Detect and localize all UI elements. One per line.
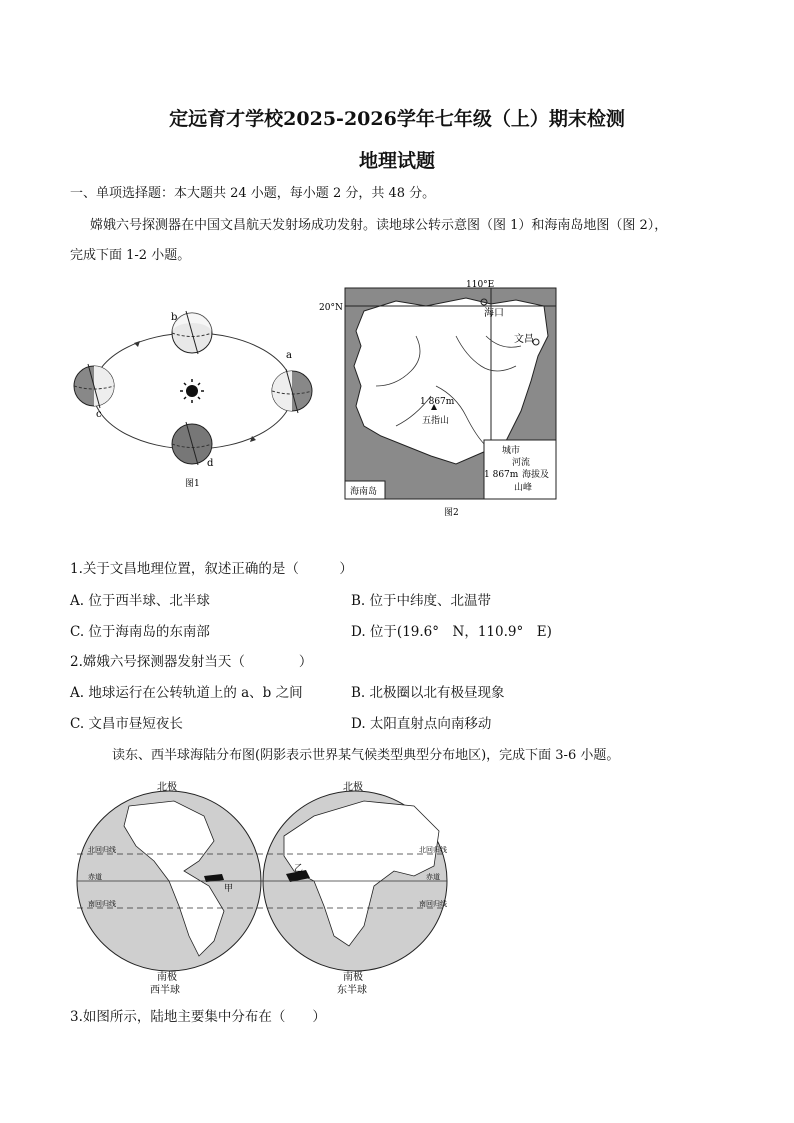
label-b: b [171, 312, 178, 323]
legend-city: 城市 [502, 446, 521, 456]
east-tropic-s: 南回归线 [419, 900, 447, 908]
q1-option-c[interactable]: C. 位于海南岛的东南部 [70, 624, 210, 640]
q2-stem: 2.嫦娥六号探测器发射当天（ ） [70, 654, 313, 670]
east-equator: 赤道 [426, 873, 440, 881]
west-north-pole: 北极 [157, 782, 177, 793]
label-c: c [96, 409, 102, 420]
section-heading: 一、单项选择题：本大题共 24 小题，每小题 2 分，共 48 分。 [70, 186, 436, 201]
figure-3-hemispheres [74, 776, 454, 996]
q2-option-b[interactable]: B. 北极圈以北有极昼现象 [351, 685, 505, 701]
globe-c [74, 364, 114, 408]
legend-river: 河流 [512, 458, 531, 468]
east-hemisphere-label: 东半球 [337, 985, 367, 996]
legend-elev: 1 867m [484, 470, 519, 480]
intro-2: 读东、西半球海陆分布图(阴影表示世界某气候类型典型分布地区)，完成下面 3-6 小题。 [112, 748, 620, 763]
figure-2-hainan-map [316, 276, 561, 521]
figure-2-caption: 图2 [444, 508, 459, 518]
q1-option-b[interactable]: B. 位于中纬度、北温带 [351, 593, 492, 609]
longitude-label: 110°E [466, 280, 495, 290]
west-tropic-n: 北回归线 [88, 846, 116, 854]
label-jia: 甲 [224, 884, 234, 894]
west-equator: 赤道 [88, 873, 102, 881]
q1-option-d[interactable]: D. 位于(19.6° N，110.9° E) [351, 624, 552, 640]
globe-d [172, 422, 212, 465]
intro-line-1: 嫦娥六号探测器在中国文昌航天发射场成功发射。读地球公转示意图（图 1）和海南岛地图（图 2）， [90, 218, 668, 233]
q2-option-a[interactable]: A. 地球运行在公转轨道上的 a、b 之间 [70, 685, 303, 701]
west-hemisphere-label: 西半球 [150, 985, 180, 996]
globe-b [172, 311, 212, 354]
q2-option-d[interactable]: D. 太阳直射点向南移动 [351, 716, 492, 732]
east-north-pole: 北极 [343, 782, 363, 793]
page-title: 定远育才学校2025-2026学年七年级（上）期末检测 [169, 108, 625, 130]
label-a: a [286, 350, 292, 361]
east-south-pole: 南极 [343, 972, 363, 983]
east-tropic-n: 北回归线 [419, 846, 447, 854]
intro-line-2: 完成下面 1-2 小题。 [70, 248, 191, 263]
legend-elev-text: 海拔及 [522, 470, 550, 480]
globe-a [272, 369, 312, 413]
q1-option-a[interactable]: A. 位于西半球、北半球 [70, 593, 210, 609]
haikou-label: 海口 [484, 308, 504, 319]
label-yi: 乙 [294, 864, 304, 874]
q2-option-c[interactable]: C. 文昌市昼短夜长 [70, 716, 183, 732]
wuzhishan-label: 五指山 [422, 416, 450, 426]
wenchang-label: 文昌 [514, 334, 534, 345]
latitude-label: 20°N [319, 303, 343, 313]
elevation-label: 1 867m [420, 397, 455, 407]
legend-peak: 山峰 [514, 483, 533, 493]
west-south-pole: 南极 [157, 972, 177, 983]
page-subtitle: 地理试题 [358, 150, 435, 172]
west-tropic-s: 南回归线 [88, 900, 116, 908]
map-title: 海南岛 [350, 487, 378, 497]
q3-stem: 3.如图所示，陆地主要集中分布在（ ） [70, 1009, 326, 1025]
figure-1-revolution-diagram [70, 296, 330, 491]
label-d: d [207, 458, 214, 469]
q1-stem: 1.关于文昌地理位置，叙述正确的是（ ） [70, 561, 353, 577]
sun-icon [180, 379, 204, 403]
figure-1-caption: 图1 [185, 479, 200, 489]
